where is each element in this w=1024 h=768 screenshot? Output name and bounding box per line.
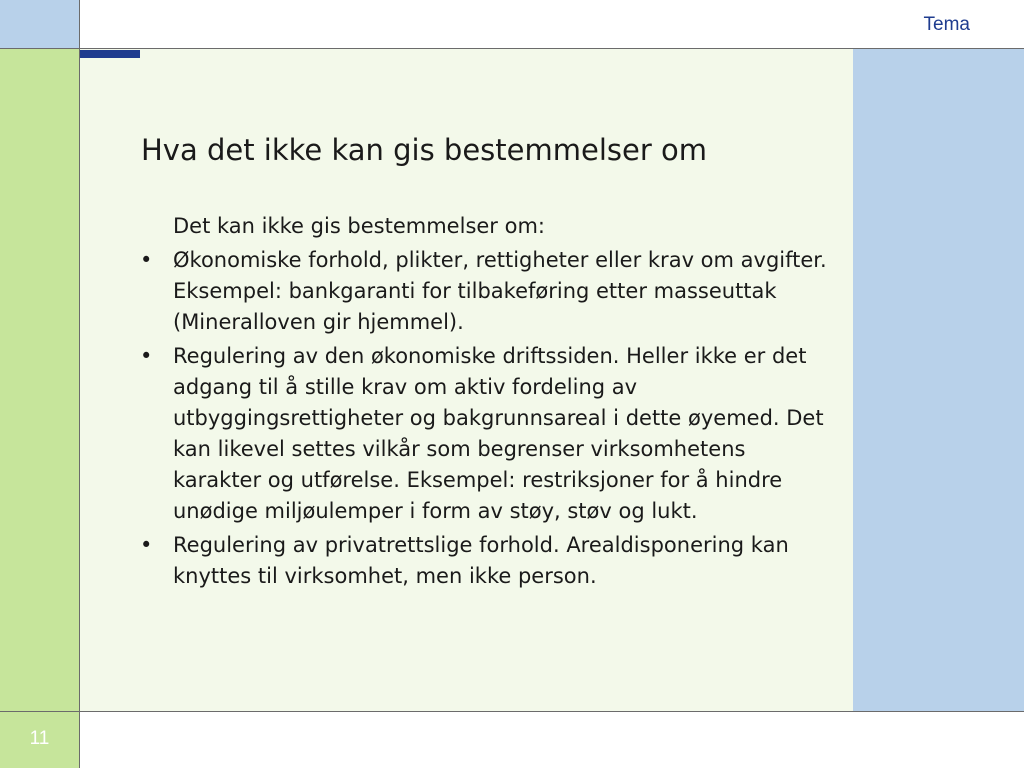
slide-title: Hva det ikke kan gis bestemmelser om: [141, 133, 707, 167]
slide-body: [140, 211, 840, 595]
accent-bar: [80, 50, 140, 58]
bullet-text: Økonomiske forhold, plikter, rettigheter eller krav om avgifter. Eksempel: bankgaranti for tilbakeføring etter masseuttak (Mineralloven gir hjemmel).: [173, 248, 827, 334]
section-label: Tema: [923, 14, 970, 35]
bullet-item: [140, 245, 840, 338]
page-number: 11: [29, 728, 50, 749]
bullet-text: Regulering av den økonomiske driftssiden. Heller ikke er det adgang til å stille krav om aktiv fordeling av utbyggingsrettigheter og bakgrunnsareal i dette øyemed. Det kan likevel settes vilkår som begrenser virksomhetens karakter og utførelse. Eksempel: restriksjoner for å hindre unødige miljøulemper i form av støy, støv og lukt.: [173, 344, 824, 523]
bullet-item: [140, 341, 840, 527]
top-divider: [0, 48, 1024, 49]
corner-decoration: [0, 0, 79, 48]
bullet-item: [140, 530, 840, 592]
vertical-divider: [79, 0, 80, 768]
bullet-icon: •: [140, 533, 153, 557]
bullet-icon: •: [140, 344, 153, 368]
bullet-list: [140, 245, 840, 592]
bullet-icon: •: [140, 248, 153, 272]
bottom-divider: [0, 711, 1024, 712]
left-green-band: [0, 48, 79, 711]
bullet-text: Regulering av privatrettslige forhold. Arealdisponering kan knyttes til virksomhet, men ikke person.: [173, 533, 789, 588]
intro-text: Det kan ikke gis bestemmelser om:: [173, 214, 545, 238]
right-blue-band: [853, 49, 1024, 711]
